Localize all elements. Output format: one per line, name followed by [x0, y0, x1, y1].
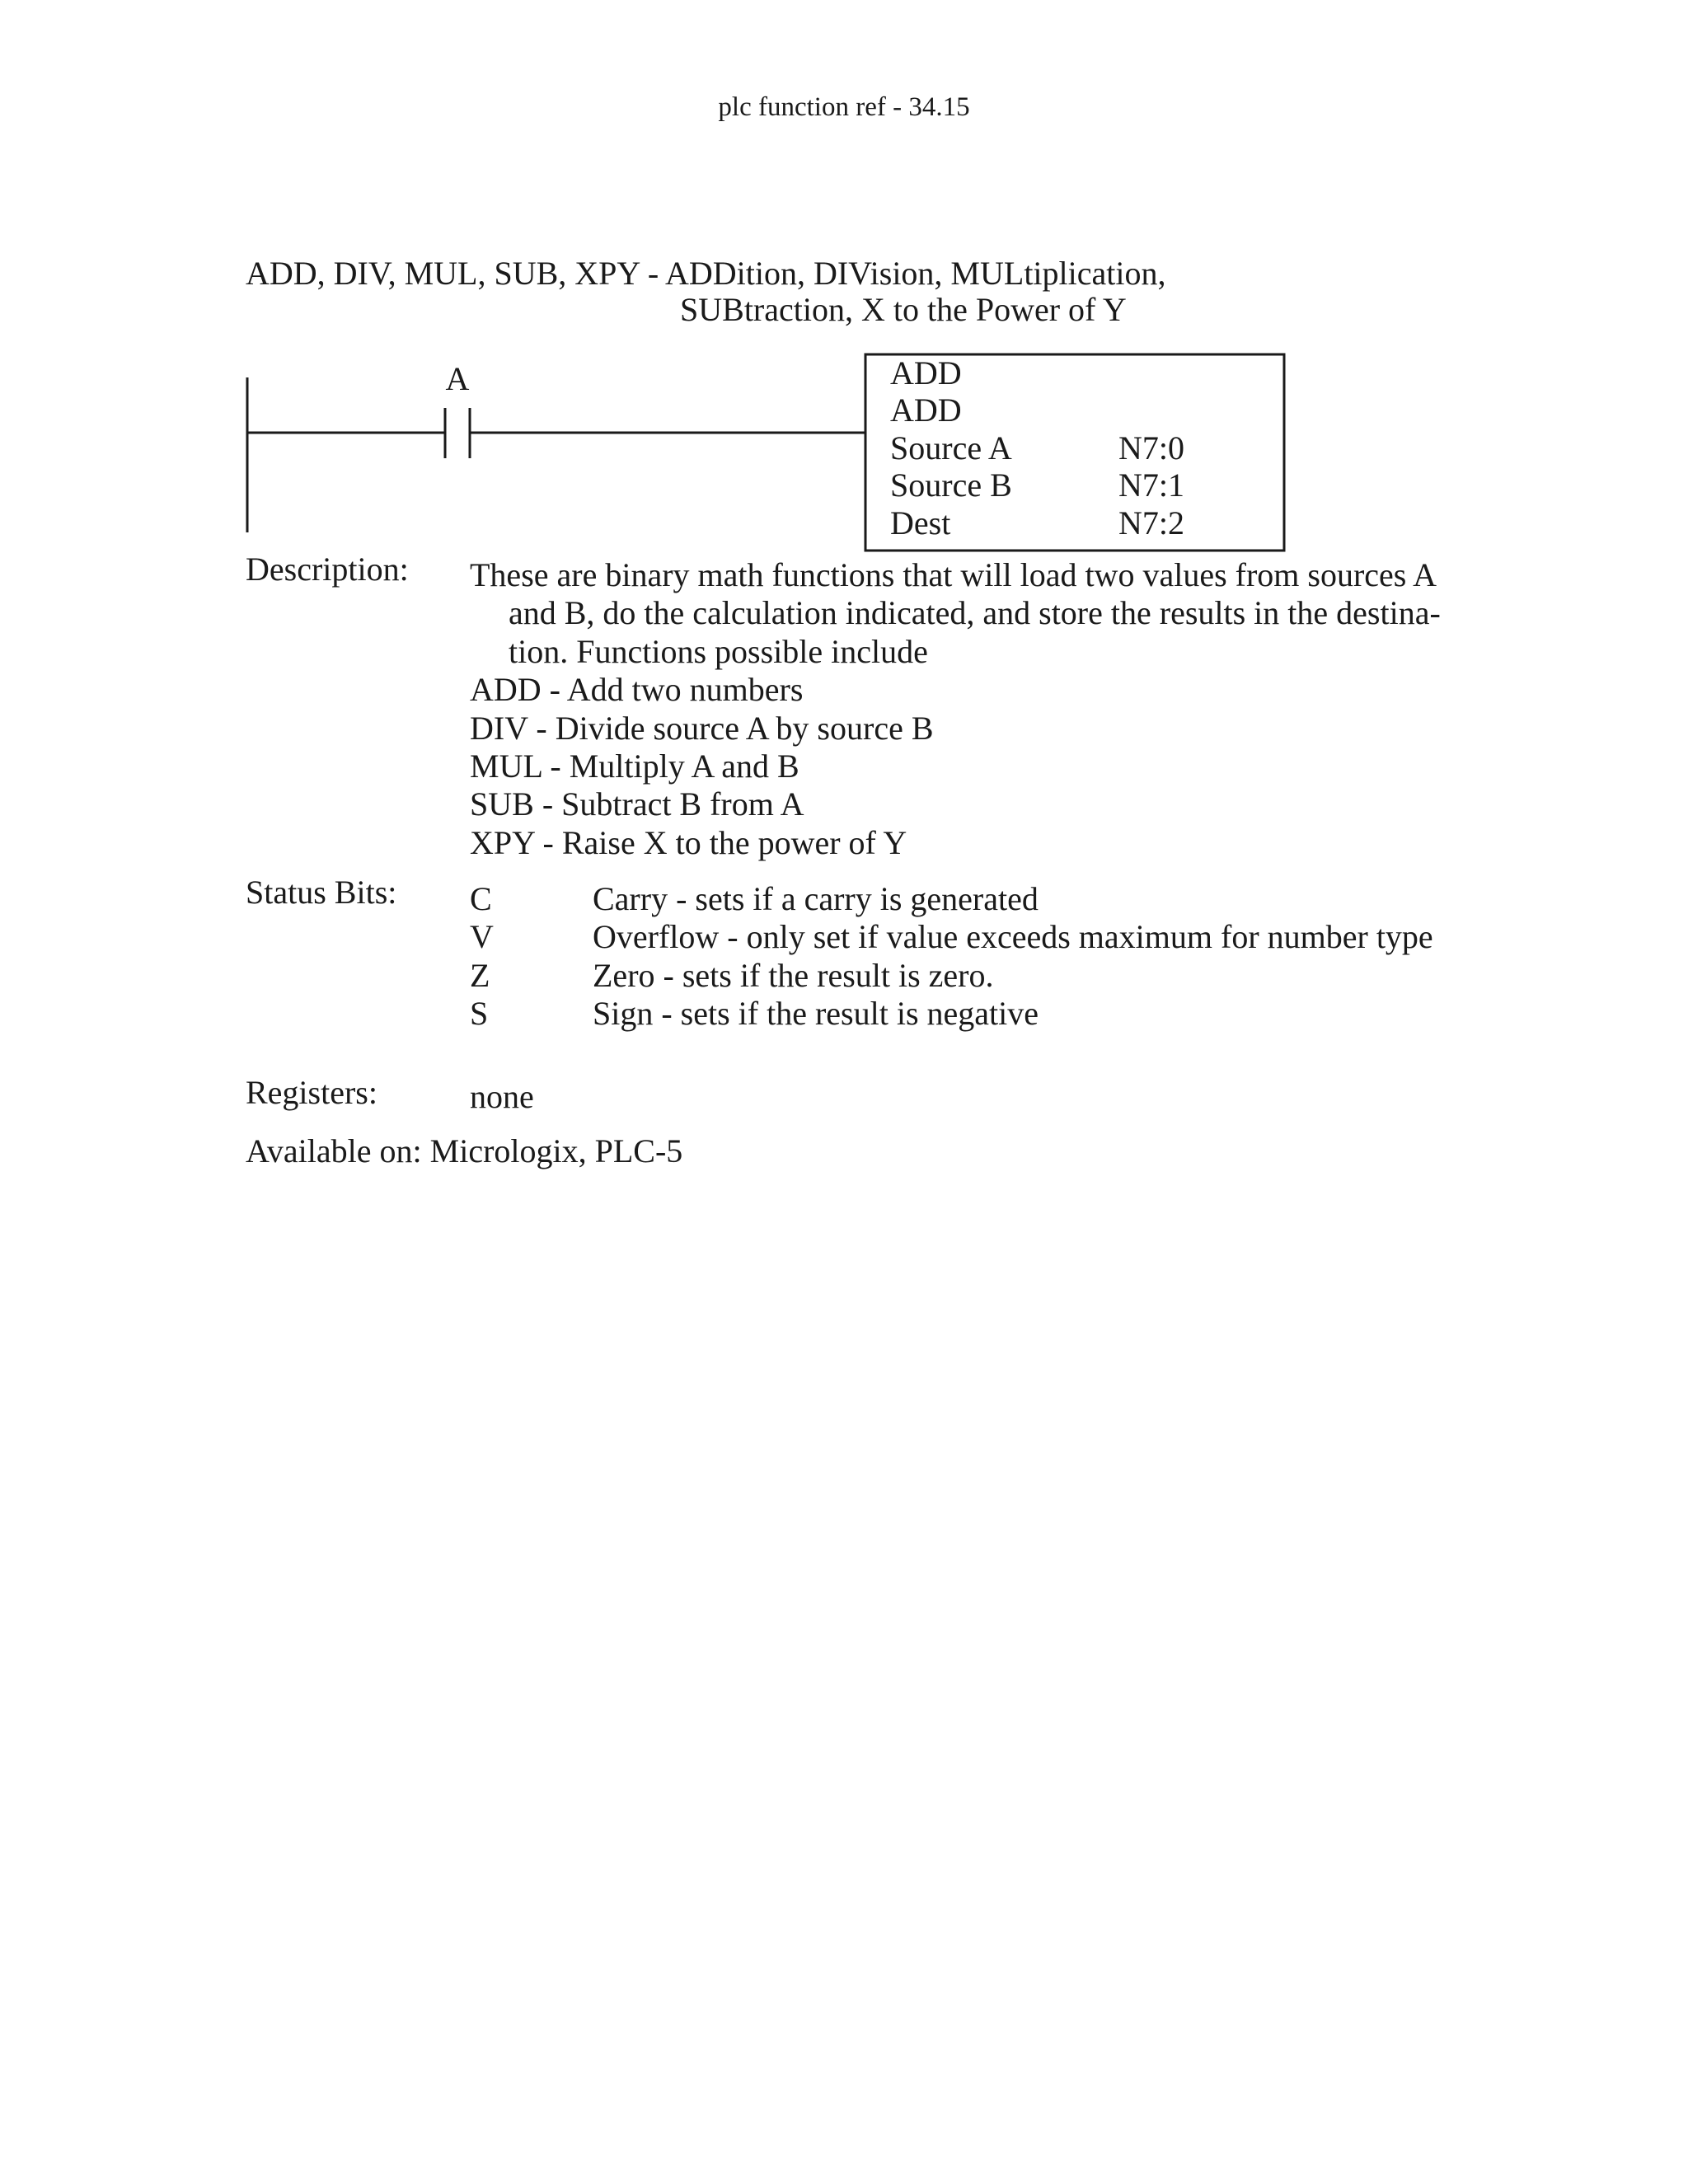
contact-label: A — [445, 360, 470, 397]
block-source-b-value: N7:1 — [1118, 466, 1184, 504]
function-item: DIV - Divide source A by source B — [470, 710, 934, 747]
block-source-a-label: Source A — [890, 429, 1012, 466]
block-source-b-label: Source B — [890, 466, 1012, 504]
block-line-2: ADD — [890, 391, 962, 429]
status-bit-letter: C — [470, 880, 492, 917]
description-line-3: tion. Functions possible include — [509, 633, 928, 670]
available-on: Available on: Micrologix, PLC-5 — [246, 1132, 683, 1169]
status-bit-letter: V — [470, 918, 494, 955]
status-bit-letter: S — [470, 995, 489, 1032]
description-label: Description: — [246, 551, 409, 588]
registers-value: none — [470, 1078, 534, 1115]
page-title-line-2: SUBtraction, X to the Power of Y — [680, 291, 1127, 328]
status-bit-letter: Z — [470, 957, 490, 994]
page-title-line-1: ADD, DIV, MUL, SUB, XPY - ADDition, DIVision, MULtiplication, — [246, 255, 1166, 292]
block-line-1: ADD — [890, 354, 962, 391]
block-dest-value: N7:2 — [1118, 504, 1184, 541]
status-bit-text: Carry - sets if a carry is generated — [593, 880, 1039, 917]
function-item: XPY - Raise X to the power of Y — [470, 824, 907, 861]
status-bit-text: Zero - sets if the result is zero. — [593, 957, 994, 994]
block-source-a-value: N7:0 — [1118, 429, 1184, 466]
status-bits-label: Status Bits: — [246, 874, 397, 911]
status-bit-text: Overflow - only set if value exceeds maximum for number type — [593, 918, 1433, 955]
function-item: MUL - Multiply A and B — [470, 748, 799, 785]
registers-label: Registers: — [246, 1074, 377, 1111]
description-line-1: These are binary math functions that will load two values from sources A — [470, 556, 1437, 593]
running-header: plc function ref - 34.15 — [718, 92, 970, 122]
block-dest-label: Dest — [890, 504, 951, 541]
function-item: SUB - Subtract B from A — [470, 785, 804, 823]
status-bit-text: Sign - sets if the result is negative — [593, 995, 1039, 1032]
function-item: ADD - Add two numbers — [470, 671, 804, 708]
description-line-2: and B, do the calculation indicated, and store the results in the destina- — [509, 594, 1441, 631]
